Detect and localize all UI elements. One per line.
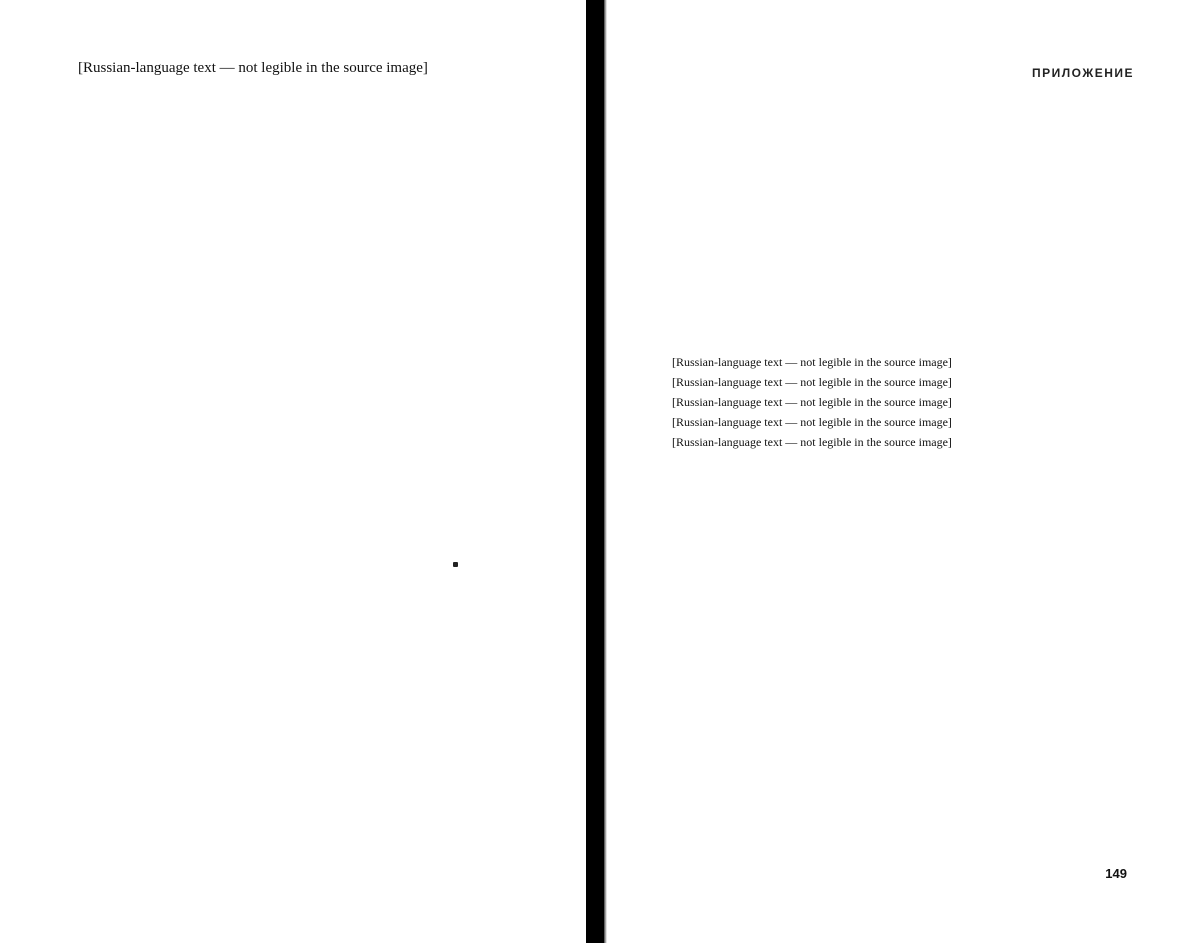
- left-paragraph: [Russian-language text — not legible in the source image]: [78, 60, 428, 76]
- left-page: [0, 0, 586, 943]
- right-paragraph-2: [Russian-language text — not legible in the source image]: [672, 375, 952, 389]
- right-paragraph-1: [Russian-language text — not legible in the source image]: [672, 355, 952, 369]
- right-paragraph-3: [Russian-language text — not legible in the source image]: [672, 395, 952, 409]
- running-header: ПРИЛОЖЕНИЕ: [1032, 66, 1134, 80]
- right-text-block: [650, 352, 1130, 452]
- right-page: [607, 0, 1200, 943]
- right-paragraph-5: [Russian-language text — not legible in the source image]: [672, 435, 952, 449]
- left-text-block: [78, 58, 556, 79]
- book-spine: [586, 0, 604, 943]
- ink-mark: [453, 562, 458, 567]
- right-paragraph-4: [Russian-language text — not legible in the source image]: [672, 415, 952, 429]
- page-number: 149: [1105, 866, 1127, 881]
